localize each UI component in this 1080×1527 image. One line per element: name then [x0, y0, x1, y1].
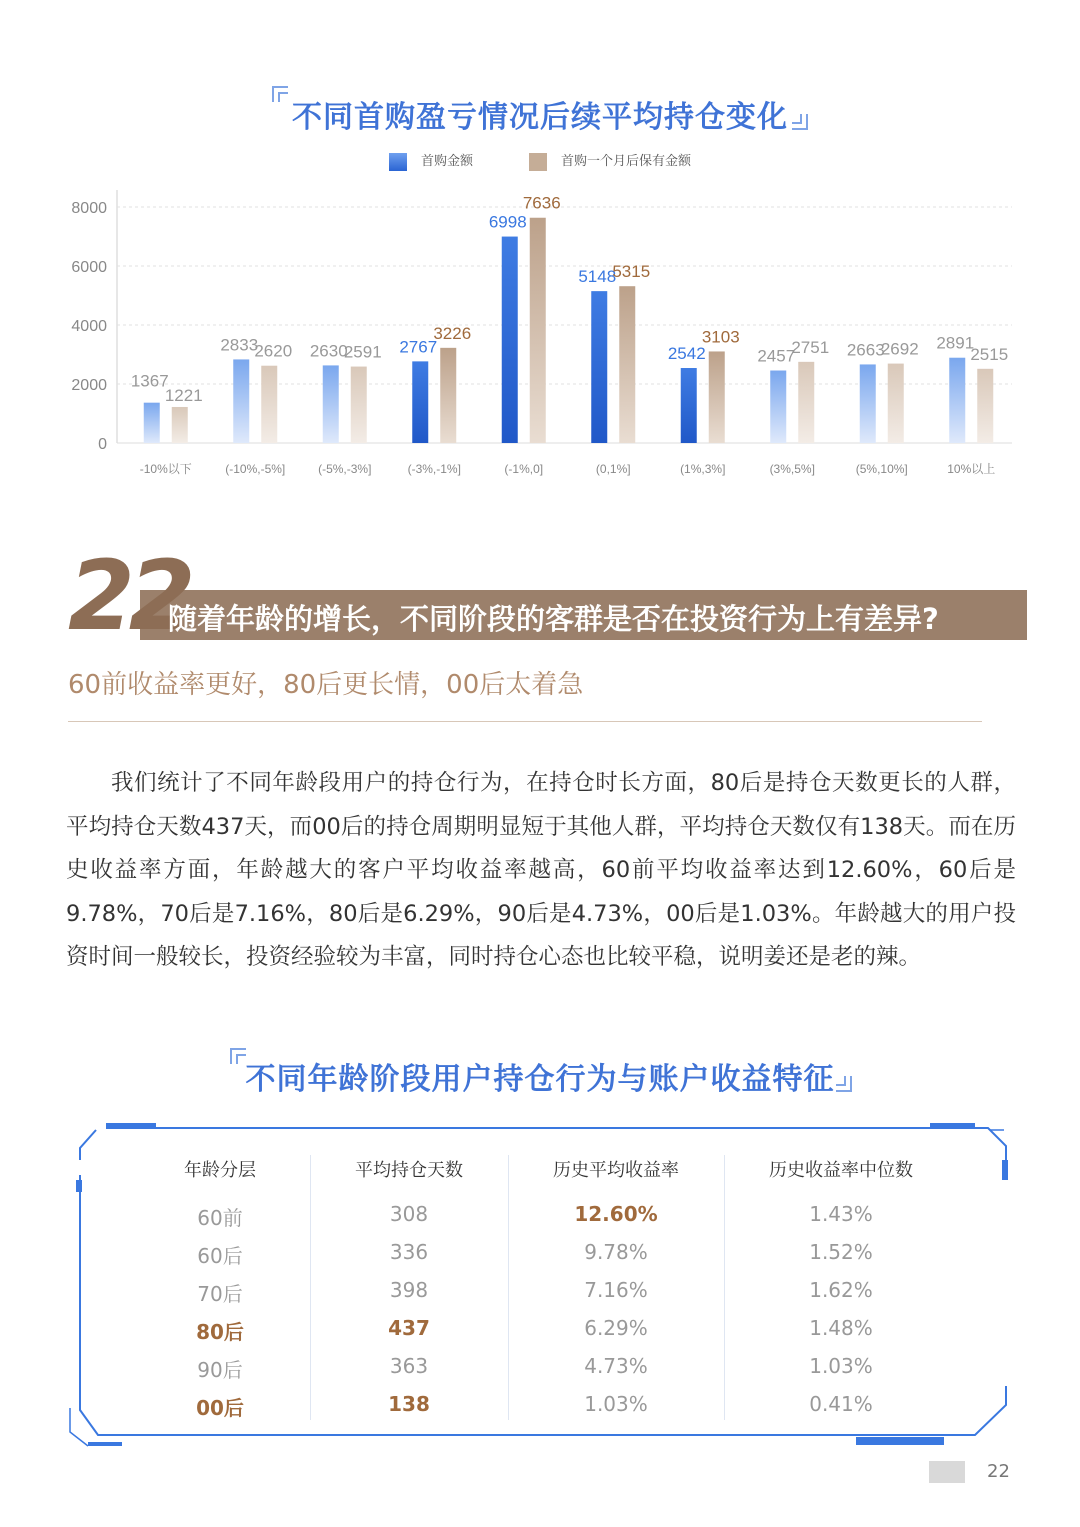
bar-value-label: 2620: [254, 341, 293, 361]
x-tick-label: (0,1%]: [595, 462, 631, 476]
table-cell: 9.78%: [584, 1240, 648, 1264]
table-cell: 90后: [197, 1358, 243, 1382]
table-cell: 308: [389, 1202, 429, 1226]
x-tick-label: (-10%,-5%]: [225, 462, 286, 476]
table-cell: 398: [389, 1278, 429, 1302]
table-header-cell: 历史平均收益率: [553, 1160, 679, 1181]
bar-value-label: 2767: [399, 337, 438, 357]
page-number: 22: [987, 1461, 1010, 1482]
table-cell: 1.43%: [809, 1202, 873, 1226]
x-tick-label: 10%以上: [947, 462, 996, 476]
bar-value-label: 2891: [936, 333, 975, 353]
bar-value-label: 2630: [309, 341, 348, 361]
table-header-cell: 历史收益率中位数: [769, 1160, 913, 1181]
bar-value-label: 3226: [433, 323, 472, 343]
bar-value-label: 2542: [667, 344, 706, 364]
bar-value-label: 5148: [578, 267, 617, 287]
table-cell: 138: [388, 1392, 430, 1416]
table-cell: 0.41%: [809, 1392, 873, 1416]
table-header-cell: 平均持仓天数: [355, 1160, 463, 1181]
table-cell: 80后: [196, 1320, 244, 1344]
bar-value-label: 2751: [791, 337, 830, 357]
bar-value-label: 2515: [970, 344, 1009, 364]
y-tick-label: 2000: [71, 377, 107, 394]
table-cell: 00后: [196, 1396, 244, 1420]
legend-label: 首购金额: [420, 154, 473, 169]
table-cell: 7.16%: [584, 1278, 648, 1302]
x-tick-label: (5%,10%]: [855, 462, 908, 476]
section-number: 22: [68, 540, 190, 652]
x-tick-label: -10%以下: [139, 462, 192, 476]
bar-value-label: 2457: [757, 346, 796, 366]
table-cell: 1.62%: [809, 1278, 873, 1302]
bar-value-label: 2833: [220, 335, 259, 355]
y-tick-label: 6000: [71, 259, 107, 276]
table-header-cell: 年龄分层: [184, 1160, 256, 1181]
bar-value-label: 2692: [880, 339, 919, 359]
x-tick-label: (-5%,-3%]: [318, 462, 372, 476]
bar-value-label: 6998: [488, 212, 527, 232]
legend-label: 首购一个月后保有金额: [561, 154, 692, 169]
table-cell: 363: [389, 1354, 429, 1378]
table-cell: 437: [388, 1316, 430, 1340]
body-paragraph: 我们统计了不同年龄段用户的持仓行为，在持仓时长方面，80后是持仓天数更长的人群，平均持仓天数437天，而00后的持仓周期明显短于其他人群，平均持仓天数仅有138天。而在历史收益率方面，年龄越大的客户平均收益率越高，60前平均收益率达到12.60%，60后是9.78%，70后是7.16%，80后是6.29%，90后是4.73%，00后是1.03%。年龄越大的用户投资时间一般较长，投资经验较为丰富，同时持仓心态也比较平稳，说明姜还是老的辣。: [66, 770, 1016, 971]
bar-value-label: 7636: [522, 193, 561, 213]
x-tick-label: (-3%,-1%]: [407, 462, 461, 476]
page-number-box: [929, 1461, 965, 1483]
section-question: 随着年龄的增长，不同阶段的客群是否在投资行为上有差异?: [168, 602, 939, 636]
x-tick-label: (1%,3%]: [680, 462, 726, 476]
table-cell: 1.48%: [809, 1316, 873, 1340]
x-tick-label: (3%,5%]: [769, 462, 815, 476]
table-cell: 336: [389, 1240, 429, 1264]
table-cell: 12.60%: [574, 1202, 658, 1226]
table-cell: 6.29%: [584, 1316, 648, 1340]
bar-value-label: 3103: [701, 327, 740, 347]
section-subtitle: 60前收益率更好，80后更长情，00后太着急: [68, 670, 584, 700]
table-cell: 4.73%: [584, 1354, 648, 1378]
table-cell: 1.03%: [809, 1354, 873, 1378]
y-tick-label: 4000: [71, 318, 107, 335]
bar-value-label: 2663: [846, 340, 885, 360]
x-tick-label: (-1%,0]: [504, 462, 544, 476]
bar-value-label: 2591: [343, 342, 382, 362]
table-cell: 60前: [197, 1206, 243, 1230]
bar-value-label: 1367: [130, 371, 169, 391]
table-title: 不同年龄阶段用户持仓行为与账户收益特征: [245, 1062, 835, 1097]
y-tick-label: 8000: [71, 200, 107, 217]
table-cell: 1.52%: [809, 1240, 873, 1264]
y-tick-label: 0: [98, 436, 107, 453]
table-cell: 1.03%: [584, 1392, 648, 1416]
table-cell: 70后: [197, 1282, 243, 1306]
bar-value-label: 5315: [612, 262, 651, 282]
bar-value-label: 1221: [164, 385, 203, 405]
chart-title: 不同首购盈亏情况后续平均持仓变化: [292, 100, 788, 135]
table-cell: 60后: [197, 1244, 243, 1268]
